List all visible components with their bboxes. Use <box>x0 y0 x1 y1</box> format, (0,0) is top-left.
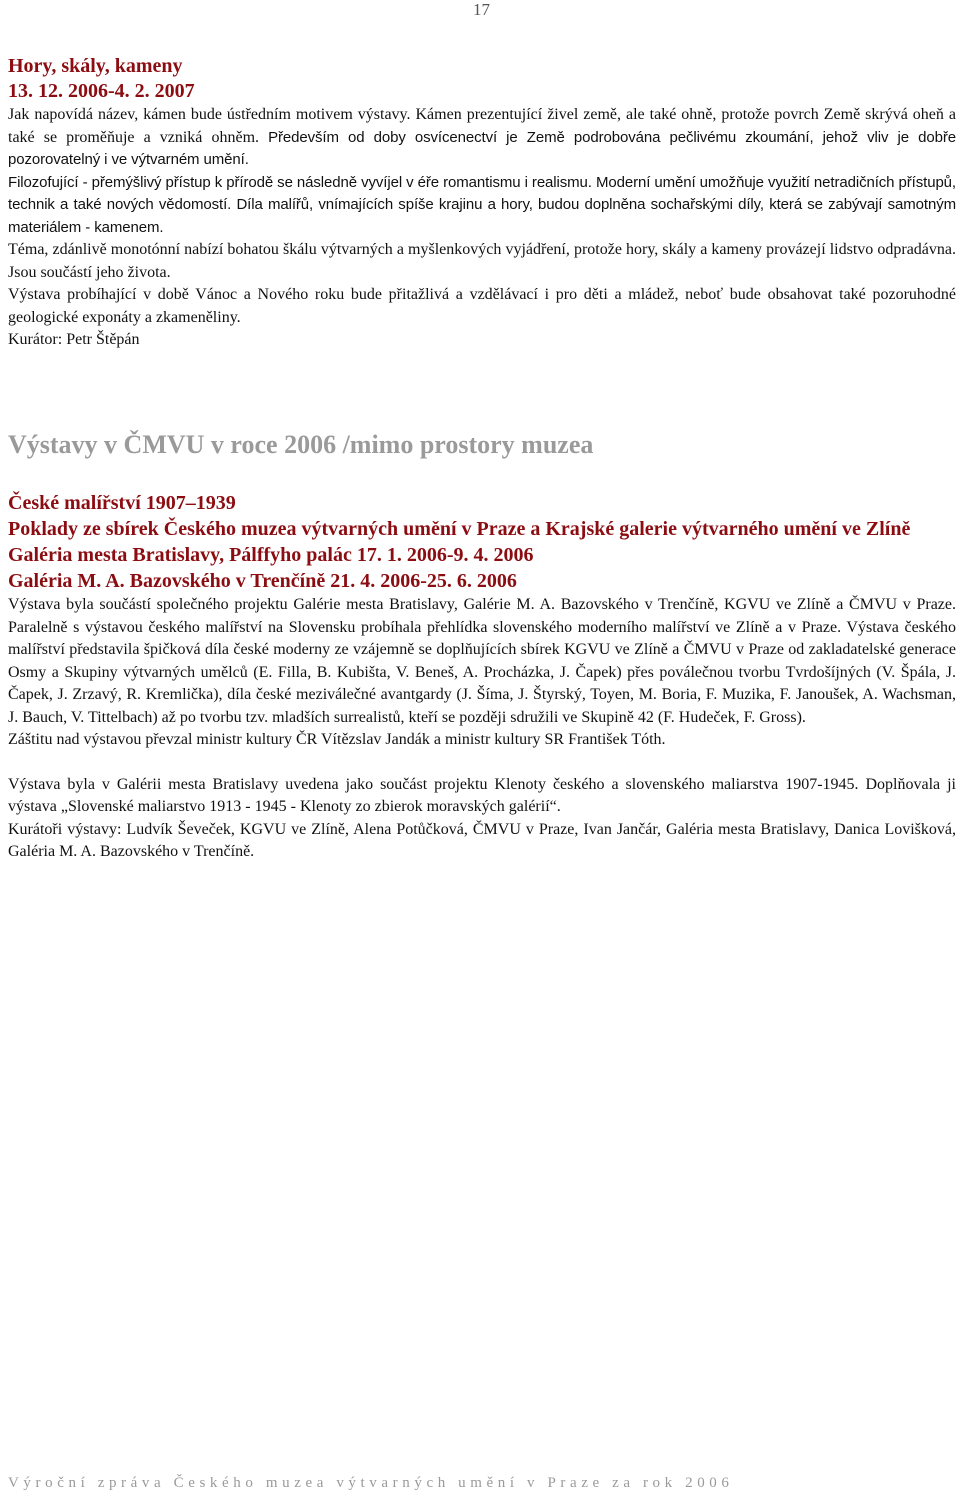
paragraph-patronage: Záštitu nad výstavou převzal ministr kultury ČR Vítězslav Jandák a ministr kultury SR František Tóth. <box>8 731 666 748</box>
exhibition-dates: 13. 12. 2006-4. 2. 2007 <box>8 80 195 102</box>
paragraph-intro <box>8 104 956 172</box>
venue-bratislava: Galéria mesta Bratislavy, Pálffyho palác 17. 1. 2006-9. 4. 2006 <box>8 544 534 566</box>
spacer <box>8 752 956 774</box>
section-title: Výstavy v ČMVU v roce 2006 /mimo prostory muzea <box>8 430 594 459</box>
exhibition-subtitle: Poklady ze sbírek Českého muzea výtvarných umění v Praze a Krajské galerie výtvarného umění ve Zlíně <box>8 518 911 540</box>
curator-line: Kurátor: Petr Štěpán <box>8 331 140 348</box>
paragraph-theme: Téma, zdánlivě monotónní nabízí bohatou škálu výtvarných a myšlenkových vyjádření, protože hory, skály a kameny provázejí lidstvo odpradávna. Jsou součástí jeho života. <box>8 241 956 281</box>
page-footer: Výroční zpráva Českého muzea výtvarných umění v Praze za rok 2006 <box>8 1475 734 1491</box>
exhibition-title-2: České malířství 1907–1939 <box>8 492 236 514</box>
paragraph-christmas: Výstava probíhající v době Vánoc a Nového roku bude přitažlivá a vzdělávací i pro děti a mládež, neboť bude obsahovat také pozoruhodné geologické exponáty a zkameněliny. <box>8 286 956 326</box>
intro-serif: Jak napovídá název, kámen bude ústředním motivem výstavy. Kámen prezentující živel země, ale také ohně, protože povrch Země skrývá oheň a také se proměňuje a vzniká ohněm. <box>8 106 956 146</box>
paragraph-philosophy: Filozofující - přemýšlivý přístup k přírodě se následně vyvíjel v éře romantismu i realismu. Moderní umění umožňuje využití netradičních přístupů, technik a také nových vědomostí. Díla malířů, vnímajících spíše krajinu a hory, budou doplněna sochařskými díly, která se zabývají samotným materiálem - kamenem. <box>8 173 956 236</box>
paragraph-bratislava: Výstava byla v Galérii mesta Bratislavy uvedena jako součást projektu Klenoty českého a slovenského maliarstva 1907-1945. Doplňovala ji výstava „Slovenské maliarstvo 1913 - 1945 - Klenoty zo zbierok moravských galérií“. <box>8 775 956 815</box>
intro-sans: Především od doby osvícenectví je Země podrobována pečlivému zkoumání, jehož vliv je dobře pozorovatelný i ve výtvarném umění. <box>8 128 956 168</box>
exhibition-title: Hory, skály, kameny <box>8 55 183 77</box>
venue-trencin: Galéria M. A. Bazovského v Trenčíně 21. 4. 2006-25. 6. 2006 <box>8 570 517 592</box>
paragraph-project: Výstava byla součástí společného projektu Galérie mesta Bratislavy, Galérie M. A. Bazovského v Trenčíně, KGVU ve Zlíně a ČMVU v Praze. Paralelně s výstavou českého malířství na Slovensku probíhala přehlídka slovenského moderního malířství ve Zlíně a v Praze. Výstava českého malířství představila špičková díla české moderny ze vzájemně se doplňujících sbírek KGVU ve Zlíně a ČMVU v Praze od zakladatelské generace Osmy a Skupiny výtvarných umělců (E. Filla, B. Kubišta, V. Beneš, A. Procházka, J. Čapek) přes poválečnou tvorbu Tvrdošíjných (V. Špála, J. Čapek, J. Zrzavý, R. Kremlička), díla české meziválečné avantgardy (J. Šíma, J. Štyrský, Toyen, M. Boria, F. Muzika, F. Janoušek, A. Wachsman, J. Bauch, V. Tittelbach) až po tvorbu tzv. mladších surrealistů, kteří se později sdružili ve Skupině 42 (F. Hudeček, F. Gross). <box>8 596 956 726</box>
paragraph-curators: Kurátoři výstavy: Ludvík Ševeček, KGVU ve Zlíně, Alena Potůčková, ČMVU v Praze, Ivan Jančár, Galéria mesta Bratislavy, Danica Lovišková, Galéria M. A. Bazovského v Trenčíně. <box>8 820 956 860</box>
section-hory-skaly-kameny <box>8 54 956 352</box>
section-ceske-malirstvi <box>8 490 956 864</box>
page-number: 17 <box>473 0 490 19</box>
